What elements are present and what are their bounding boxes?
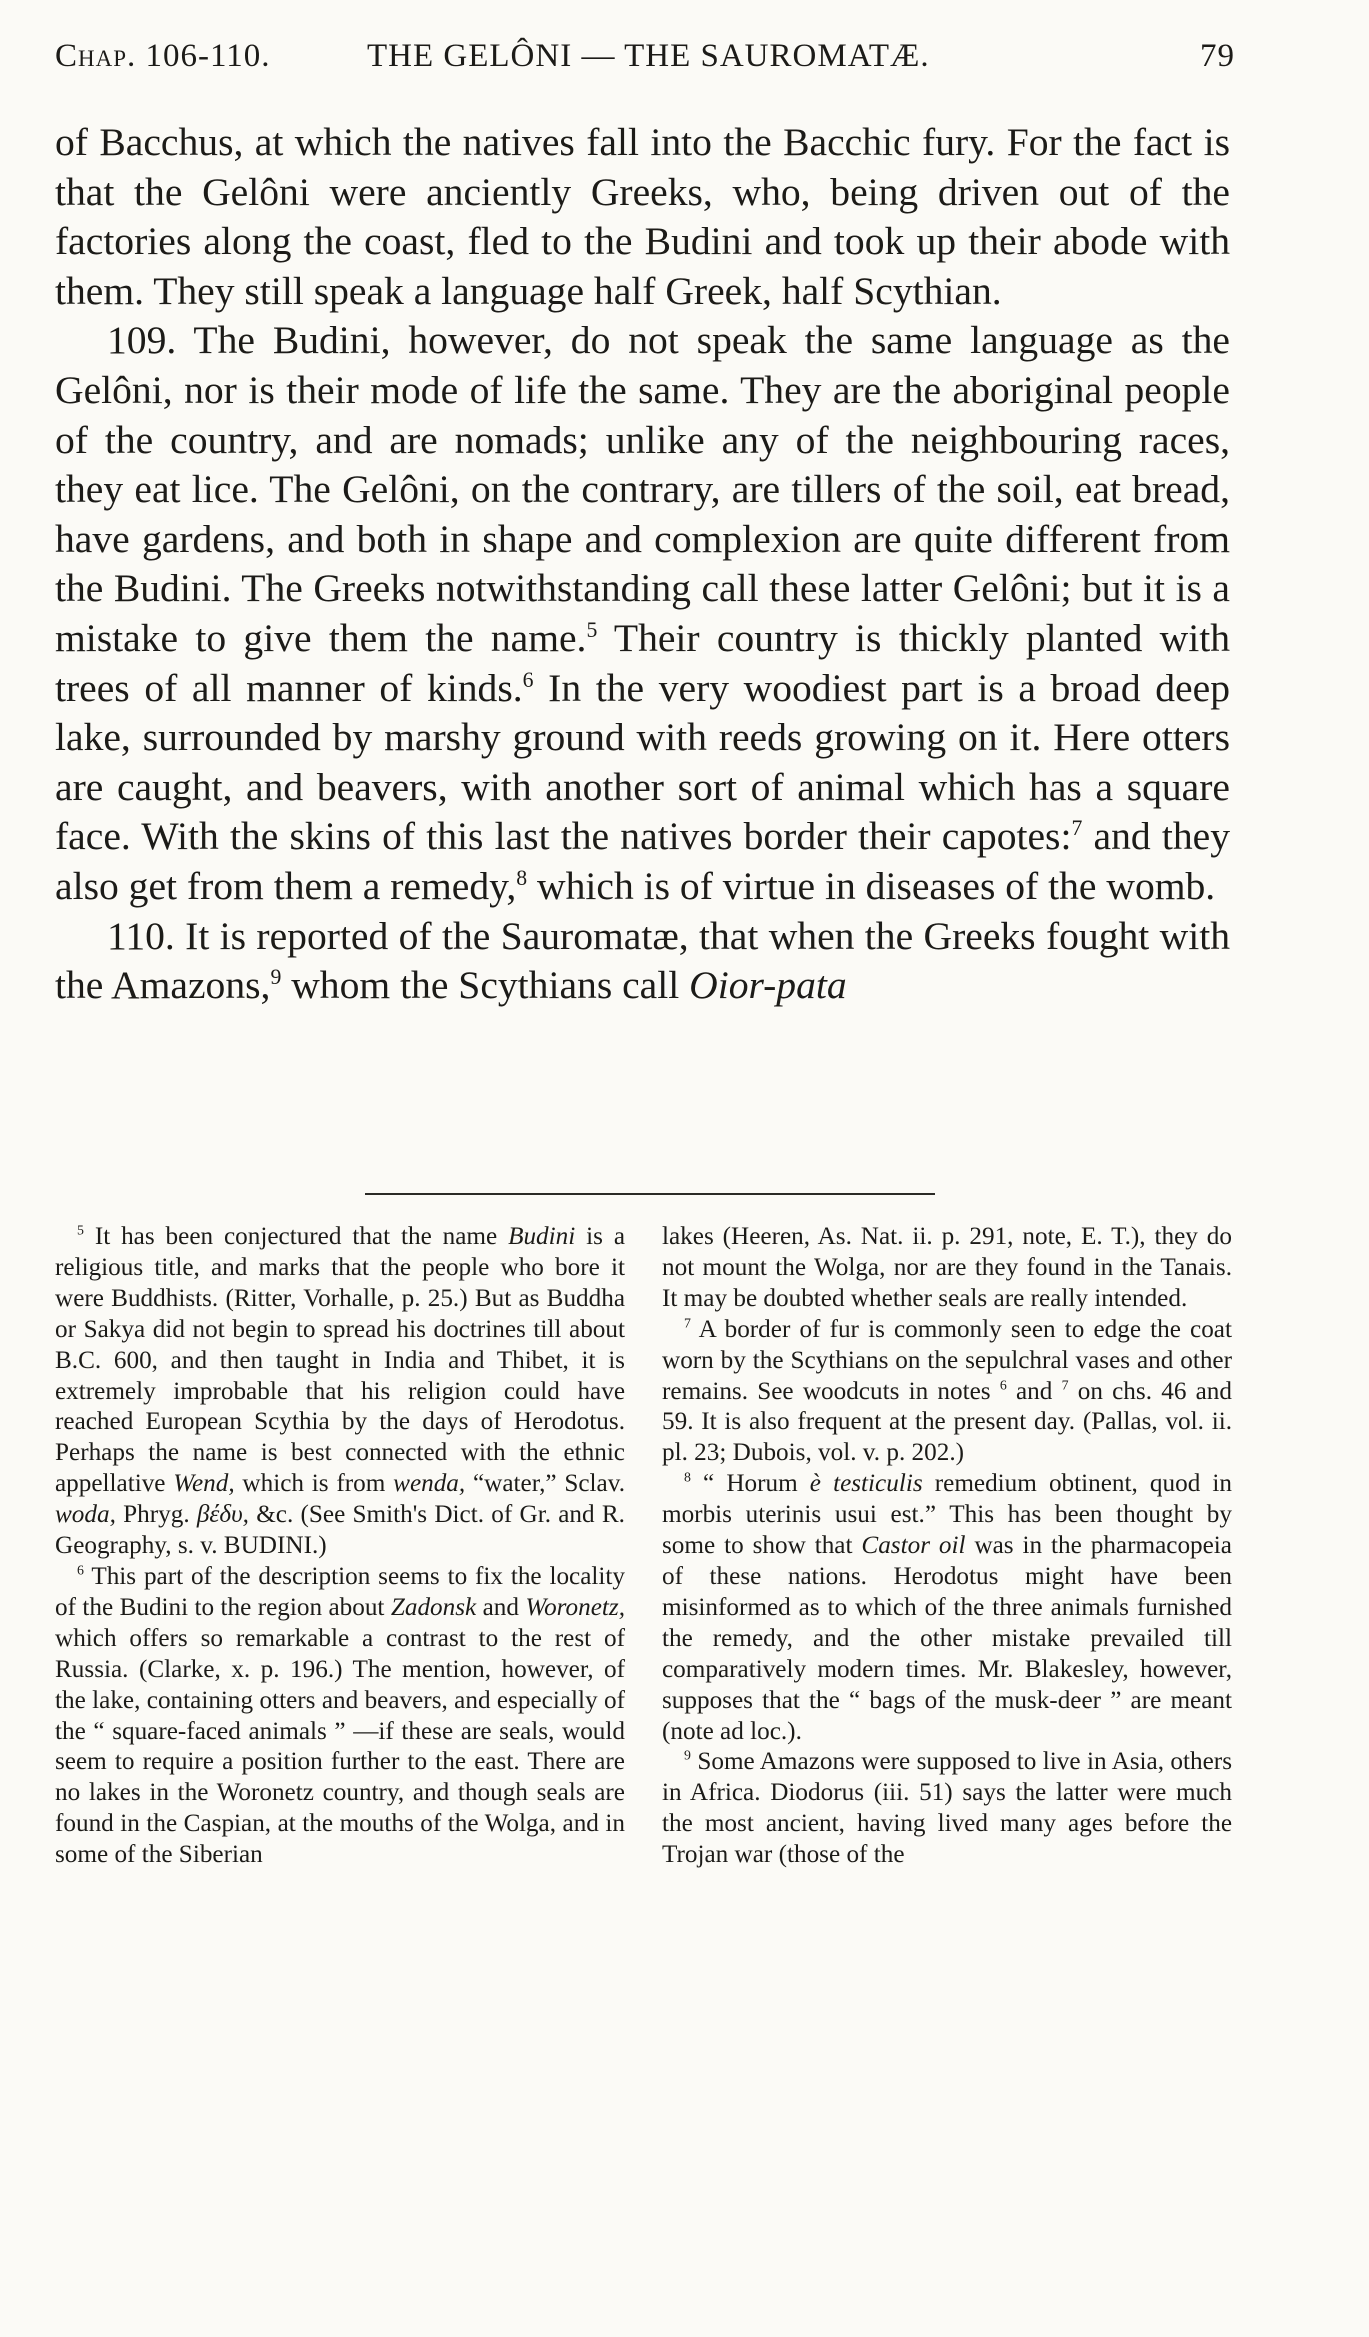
running-header: [55, 38, 1235, 88]
chapter-range: Chap. 106-110.: [55, 38, 271, 74]
footnotes-left-column: [55, 1222, 625, 1871]
paragraph-110: 110. It is reported of the Sauromatæ, that when the Greeks fought with the Amazons,$^9$ whom the Scythians call Oior-pata: [55, 913, 1230, 1008]
footnote-ref-7[interactable]: 7: [1071, 816, 1083, 841]
footnote-6-continued: lakes (Heeren, As. Nat. ii. p. 291, note, E. T.), they do not mount the Wolga, nor are they found in the Tanais. It may be doubted whether seals are really intended.: [662, 1223, 1232, 1312]
page-number: 79: [1200, 38, 1235, 74]
footnotes-right-column: [662, 1222, 1232, 1871]
paragraph-109: 109. The Budini, however, do not speak the same language as the Gelôni, nor is their mode of life the same. They are the aboriginal people of the country, and are nomads; unlike any of the neighbouring races, they eat lice. The Gelôni, on the contrary, are tillers of the soil, eat bread, have gardens, and both in shape and complexion are quite different from the Budini. The Greeks notwithstanding call these latter Gelôni; but it is a mistake to give them the name.$^5$ Their country is thickly planted with trees of all manner of kinds.$^6$ In the very woodiest part is a broad deep lake, surrounded by marshy ground with reeds growing on it. Here otters are caught, and beavers, with another sort of animal which has a square face. With the skins of this last the natives border their capotes:$^7$ and they also get from them a remedy,$^8$ which is of virtue in diseases of the womb.: [55, 318, 1231, 908]
footnote-ref-8[interactable]: 8: [516, 865, 528, 890]
running-title: THE GELÔNI — THE SAUROMATÆ.: [367, 38, 930, 74]
paragraph-continuation: of Bacchus, at which the natives fall into the Bacchic fury. For the fact is that the Gelôni were anciently Greeks, who, being driven out of the factories along the coast, fled to the Budini and took up their abode with them. They still speak a language half Greek, half Scythian.: [55, 120, 1230, 313]
footnote-6: $^6$ This part of the description seems to fix the locality of the Budini to the region about Zadonsk and Woronetz, which offers so remarkable a contrast to the rest of Russia. (Clarke, x. p. 196.) The mention, however, of the lake, containing otters and beavers, and especially of the “ square-faced animals ” —if these are seals, would seem to require a position further to the east. There are no lakes in the Woronetz country, and though seals are found in the Caspian, at the mouths of the Wolga, and in some of the Siberian: [55, 1562, 625, 1869]
footnote-ref-9[interactable]: 9: [270, 964, 282, 989]
footnote-9: $^9$ Some Amazons were supposed to live in Asia, others in Africa. Diodorus (iii. 51) says the latter were much the most ancient, having lived many ages before the Trojan war (those of the: [662, 1748, 1232, 1869]
oior-pata-term: Oior-pata: [689, 963, 847, 1008]
footnote-5: $^5$ It has been conjectured that the name Budini is a religious title, and marks that the people who bore it were Buddhists. (Ritter, Vorhalle, p. 25.) But as Buddha or Sakya did not begin to spread his doctrines till about B.C. 600, and then taught in India and Thibet, it is extremely improbable that his religion could have reached European Scythia by the days of Herodotus. Perhaps the name is best connected with the ethnic appellative Wend, which is from wenda, “water,” Sclav. woda, Phryg. βέδυ, &c. (See Smith's Dict. of Gr. and R. Geography, s. v. BUDINI.): [55, 1222, 625, 1560]
footnote-ref-6[interactable]: 6: [522, 667, 534, 692]
footnote-8: $^8$ “ Horum è testiculis remedium obtinent, quod in morbis uterinis usui est.” This has been thought by some to show that Castor oil was in the pharmacopeia of these nations. Herodotus might have been misinformed as to which of the three animals furnished the remedy, and the other mistake prevailed till comparatively modern times. Mr. Blakesley, however, supposes that the “ bags of the musk-deer ” are meant (note ad loc.).: [662, 1469, 1232, 1745]
main-text: [55, 118, 1230, 1011]
footnote-ref-5[interactable]: 5: [586, 617, 598, 642]
footnote-divider: [365, 1193, 935, 1195]
footnote-7: $^7$ A border of fur is commonly seen to edge the coat worn by the Scythians on the sepulchral vases and other remains. See woodcuts in notes $^6$ and $^7$ on chs. 46 and 59. It is also frequent at the present day. (Pallas, vol. ii. pl. 23; Dubois, vol. v. p. 202.): [662, 1315, 1232, 1467]
